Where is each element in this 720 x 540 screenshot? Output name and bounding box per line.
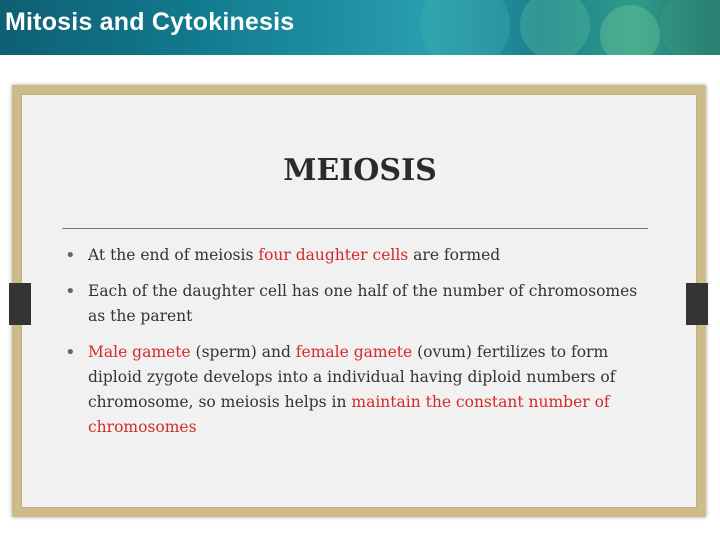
right-tab [686,283,708,325]
banner-texture [600,5,660,55]
bullet-text: (sperm) and [190,343,296,361]
bullet-highlight: Male gamete [88,343,191,361]
banner-texture [660,0,720,55]
bullet-text: (ovum) fertilizes to form diploid zygote develops into a individual having diploid numbers of chromosome, so meiosis helps in [88,343,616,411]
bullet-list [65,243,655,451]
bullet-highlight: female gamete [295,343,413,361]
slide-heading [0,153,720,188]
bullet-item [65,243,655,268]
title-banner [0,0,720,55]
bullet-dot: • [65,245,76,266]
bullet-item [65,279,655,329]
bullet-text: are formed [408,246,501,264]
bullet-text: Each of the daughter cell has one half of the number of chromosomes as the parent [88,282,638,325]
slide-heading-text: MEIOSIS [283,153,437,188]
bullet-highlight: maintain the constant number of chromosomes [88,393,610,436]
bullet-highlight: four daughter cells [258,246,409,264]
banner-title: Mitosis and Cytokinesis [5,8,295,36]
bullet-dot: • [65,281,76,302]
banner-texture [420,0,510,55]
bullet-text: At the end of meiosis [88,246,259,264]
heading-divider [62,228,648,229]
bullet-dot: • [65,342,76,363]
left-tab [9,283,31,325]
banner-texture [520,0,590,55]
bullet-item [65,340,655,440]
